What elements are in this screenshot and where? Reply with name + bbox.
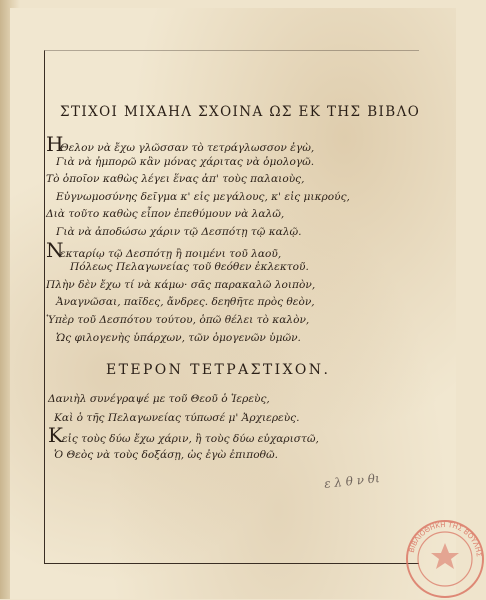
verse-line: [46, 330, 424, 348]
verse-line: [46, 132, 424, 156]
svg-text:ΒΙΒΛΙΟΘΗΚΗ ΤΗΣ ΒΟΥΛΗΣ: ΒΙΒΛΙΟΘΗΚΗ ΤΗΣ ΒΟΥΛΗΣ: [407, 520, 483, 558]
verse-text: Ὑπὲρ τοῦ Δεσπότου τούτου, ὁπῶ θέλει τὸ καλὸν,: [46, 313, 310, 326]
verse-line: [46, 189, 424, 207]
drop-initial: Η: [46, 132, 64, 156]
quatrain-line: [48, 423, 378, 447]
verse-text: Πόλεως Πελαγωνείας τοῦ θεόθεν ἐκλεκτοῦ.: [70, 261, 309, 274]
verse-line: [46, 312, 424, 330]
quatrain-verses: [48, 390, 378, 464]
verse-text: Ἀναγνῶσαι, παῖδες, ἄνδρες. δεηθῆτε πρὸς θεὸν,: [56, 296, 315, 309]
verse-line: [46, 206, 424, 224]
verse-text: Ὁ Θεὸς νὰ τοὺς δοξάσῃ, ὡς ἐγὼ ἐπιποθῶ.: [54, 448, 279, 461]
verse-line: [46, 171, 424, 189]
verse-text: Εὐγνωμοσύνης δεῖγμα κ' εἰς μεγάλους, κ' εἰς μικρούς,: [56, 190, 350, 203]
book-page: [10, 8, 456, 599]
verse-text: Γιὰ νὰ ἠμπορῶ κἂν μόνας χάριτας νὰ ὁμολογῶ.: [56, 155, 315, 168]
verse-line: [46, 294, 424, 312]
verse-text: εκταρίῳ τῷ Δεσπότῃ ἢ ποιμένι τοῦ λαοῦ,: [60, 247, 282, 260]
verse-text: Καὶ ὁ τῆς Πελαγωνείας τύπωσέ μ' Ἀρχιερεὺς.: [54, 411, 300, 424]
verse-line: [46, 259, 424, 277]
quatrain-line: [48, 446, 378, 465]
verse-text: Τὸ ὁποῖον καθὼς λέγει ἕνας ἀπ' τοὺς παλαιοὺς,: [46, 173, 305, 186]
verse-text: Πλὴν δὲν ἔχω τί νὰ κάμω· σᾶς παρακαλῶ λοιπὸν,: [46, 278, 316, 291]
section-subheading: ΕΤΕΡΟΝ ΤΕΤΡΑΣΤΙΧΟΝ.: [106, 362, 331, 378]
quatrain-line: [48, 409, 378, 428]
verse-text: εἰς τοὺς δύω ἔχω χάριν, ἢ τοὺς δύω εὐχαριστῶ,: [62, 433, 319, 445]
verse-text: Γιὰ νὰ ἀποδώσω χάριν τῷ Δεσπότῃ τῷ καλῷ.: [56, 225, 302, 238]
poem-heading: ΣΤΙΧΟΙ ΜΙΧΑΗΛ ΣΧΟΙΝΑ ΩΣ ΕΚ ΤΗΣ ΒΙΒΛΟ: [60, 104, 421, 120]
verse-text: Ὡς φιλογενὴς ὑπάρχων, τῶν ὁμογενῶν ὑμῶν.: [56, 331, 301, 344]
poem-verses: [46, 132, 424, 347]
verse-text: Δανιὴλ συνέγραψέ με τοῦ Θεοῦ ὁ Ἱερεὺς,: [48, 393, 270, 405]
verse-line: [46, 154, 424, 172]
verse-line: [46, 224, 424, 242]
handwritten-note: ε λ θ ν θι: [323, 471, 381, 491]
drop-initial: Ν: [46, 237, 64, 262]
verse-line: [46, 237, 424, 262]
library-stamp-seal: [404, 518, 486, 600]
quatrain-line: [48, 390, 378, 409]
verse-line: [46, 277, 424, 295]
verse-text: Διὰ τοῦτο καθὼς εἶπον ἐπεθύμουν νὰ λαλῶ,: [46, 208, 285, 221]
drop-initial: Κ: [48, 423, 63, 447]
verse-text: Θελον νὰ ἔχω γλῶσσαν τὸ τετράγλωσσον ἐγὼ,: [60, 142, 315, 154]
